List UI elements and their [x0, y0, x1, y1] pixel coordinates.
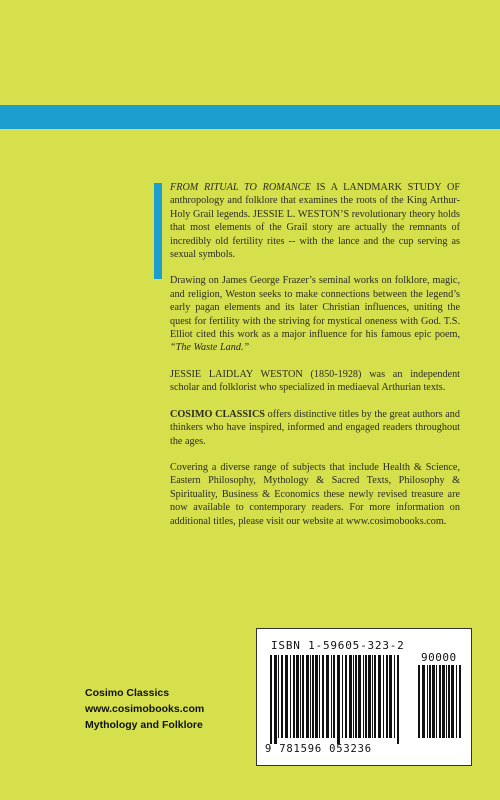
brand-name: COSIMO CLASSICS — [170, 408, 265, 420]
barcode-bar — [422, 665, 425, 738]
barcode-bar — [363, 655, 364, 738]
barcode-bar — [456, 665, 457, 738]
barcode-bar — [319, 655, 320, 738]
barcode-bar — [383, 655, 384, 738]
barcode-bar — [333, 655, 335, 738]
barcode-bar — [331, 655, 332, 738]
isbn-label: ISBN 1-59605-323-2 — [271, 639, 405, 652]
barcode-bar — [389, 655, 392, 738]
barcode-bar — [394, 655, 395, 738]
barcode-bar — [368, 655, 371, 738]
barcode-bar — [386, 655, 388, 738]
barcode-bar — [310, 655, 311, 738]
ean-number: 9 781596 053236 — [265, 743, 372, 755]
barcode-addon-bars — [417, 665, 465, 744]
barcode-main-bars — [269, 655, 403, 744]
barcode-bar — [427, 665, 428, 738]
barcode-bar — [365, 655, 367, 738]
barcode-bar — [432, 665, 435, 738]
description-paragraph-cosimo: COSIMO CLASSICS offers distinctive titles by the great authors and thinkers who have inspired, informed and engaged readers throughout the ages. — [170, 408, 460, 447]
barcode-bar — [448, 665, 450, 738]
barcode-bar — [285, 655, 288, 738]
barcode-bar — [397, 655, 399, 744]
barcode-bar — [342, 655, 343, 738]
barcode-bar — [451, 665, 454, 738]
barcode-bar — [378, 655, 381, 738]
accent-bar — [154, 183, 162, 279]
barcode-bar — [300, 655, 301, 738]
barcode-bar — [358, 655, 361, 738]
barcode-bar — [312, 655, 314, 738]
barcode-bar — [293, 655, 295, 738]
back-cover-description — [170, 181, 460, 528]
barcode-bar — [349, 655, 352, 738]
barcode-bar — [315, 655, 318, 738]
barcode-bar — [306, 655, 309, 738]
barcode-bar — [337, 655, 340, 744]
barcode-bar — [296, 655, 299, 738]
poem-title: “The Waste Land.” — [170, 342, 250, 354]
publisher-name: Cosimo Classics — [85, 687, 170, 699]
description-paragraph-subjects: Covering a diverse range of subjects that include Health & Science, Eastern Philosophy, Mythology & Sacred Texts, Philosophy & Spirituality, Business & Economics these newly revised treasure are now available to contemporary readers. For more information on additional titles, please visit our website at www.cosimobooks.com. — [170, 461, 460, 527]
barcode-bar — [302, 655, 304, 738]
barcode-bar — [281, 655, 283, 738]
barcode-bar — [353, 655, 354, 738]
description-paragraph-intro: FROM RITUAL TO ROMANCE IS A LANDMARK STUDY OF anthropology and folklore that examines the roots of the King Arthur-Holy Grail legends. JESSIE L. WESTON’S revolutionary theory holds that most elements of the Grail story are actually the remnants of incredibly old fertility rites -- with the lance and the cup serving as sexual symbols. — [170, 182, 460, 261]
barcode-bar — [442, 665, 445, 738]
description-paragraph-author: JESSIE LAIDLAY WESTON (1850-1928) was an independent scholar and folklorist who specialized in mediaeval Arthurian texts. — [170, 368, 460, 394]
publisher-website: www.cosimobooks.com — [85, 703, 205, 715]
barcode-bar — [429, 665, 431, 738]
barcode-bar — [270, 655, 272, 744]
publisher-category: Mythology and Folklore — [85, 719, 203, 731]
barcode-bar — [274, 655, 277, 744]
barcode-bar — [290, 655, 291, 738]
description-paragraph-frazer: Drawing on James George Frazer’s seminal works on folklore, magic, and religion, Weston seeks to make connections between the legend’s early pagan elements and its later Christian influences, uniting the quest for fertility with the striving for mystical oneness with God. T.S. Elliot cited this work as a major influence for his famous epic poem, “The Waste Land.” — [170, 275, 460, 354]
publisher-info — [85, 685, 204, 733]
barcode-bar — [418, 665, 420, 738]
blue-stripe — [0, 105, 500, 129]
barcode-bar — [326, 655, 329, 738]
book-title: FROM RITUAL TO ROMANCE — [170, 182, 311, 193]
barcode-bar — [355, 655, 357, 738]
barcode-bar — [459, 665, 461, 738]
barcode-bar — [439, 665, 441, 738]
barcode-bar — [446, 665, 447, 738]
barcode-bar — [436, 665, 437, 738]
barcode-bar — [322, 655, 324, 738]
barcode-bar — [278, 655, 279, 738]
barcode-bar — [372, 655, 373, 738]
barcode-addon-number: 90000 — [421, 651, 457, 664]
barcode-bar — [345, 655, 347, 738]
barcode-area — [256, 628, 472, 766]
barcode-bar — [374, 655, 376, 738]
